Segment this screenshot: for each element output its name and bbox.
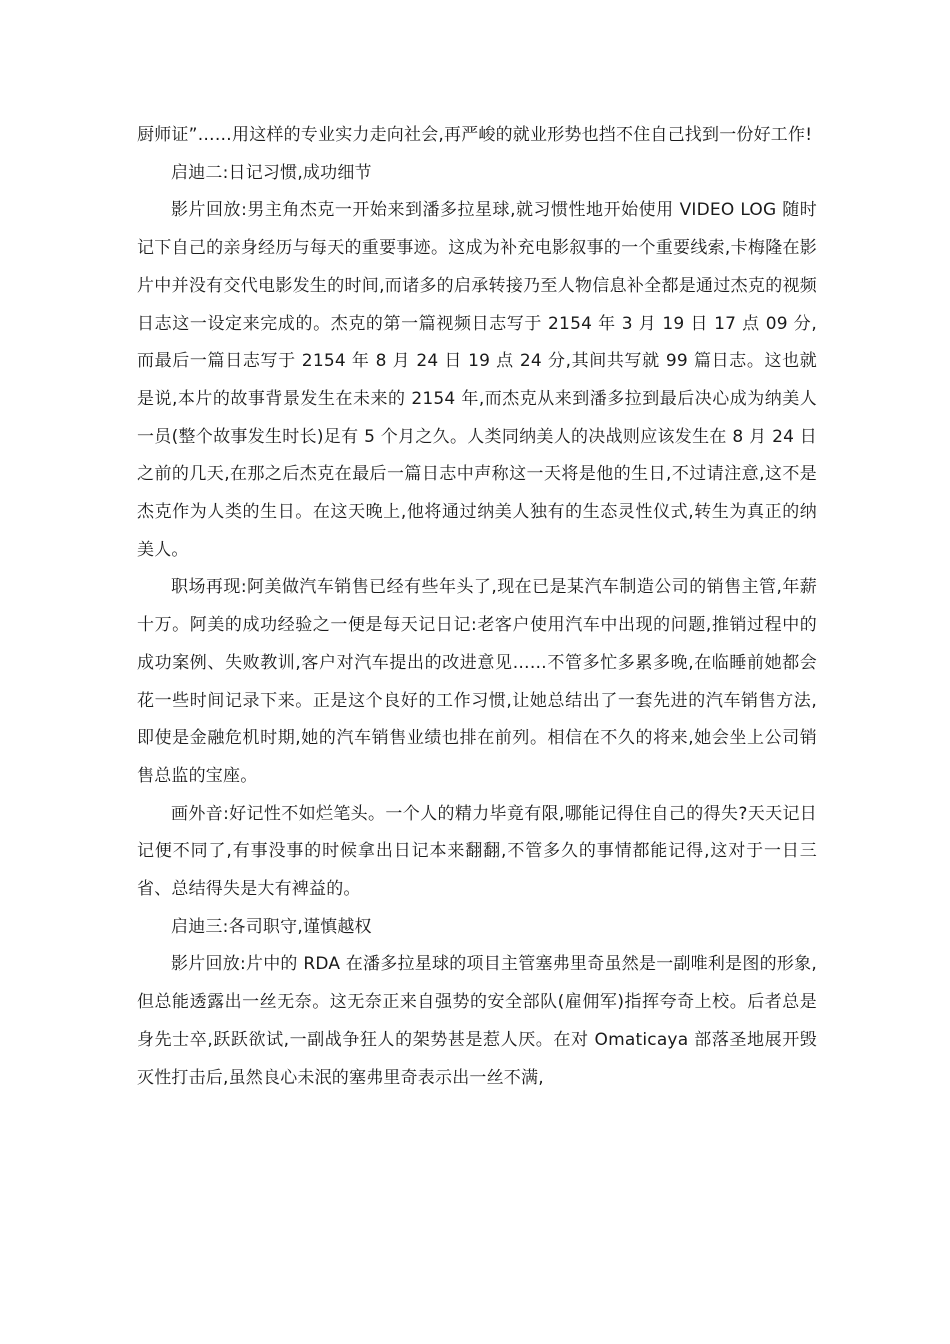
body-paragraph-workplace-2: 职场再现:阿美做汽车销售已经有些年头了,现在已是某汽车制造公司的销售主管,年薪十万。阿美的成功经验之一便是每天记日记:老客户使用汽车中出现的问题,推销过程中的成功案例、失败教训,客户对汽车提出的改进意见……不管多忙多累多晚,在临睡前她都会花一些时间记录下来。正是这个良好的工作习惯,让她总结出了一套先进的汽车销售方法,即使是金融危机时期,她的汽车销售业绩也排在前列。相信在不久的将来,她会坐上公司销售总监的宝座。 (137, 577, 817, 786)
body-paragraph-film-replay-3: 影片回放:片中的 RDA 在潘多拉星球的项目主管塞弗里奇虽然是一副唯利是图的形象,但总能透露出一丝无奈。这无奈正来自强势的安全部队(雇佣军)指挥夸奇上校。后者总是身先士卒,跃跃欲试,一副战争狂人的架势甚是惹人厌。在对 Omaticaya 部落圣地展开毁灭性打击后,虽然良心未泯的塞弗里奇表示出一丝不满, (137, 954, 817, 1088)
section-heading-2: 启迪二:日记习惯,成功细节 (171, 162, 372, 183)
body-paragraph-voiceover-2: 画外音:好记性不如烂笔头。一个人的精力毕竟有限,哪能记得住自己的得失?天天记日记便不同了,有事没事的时候拿出日记本来翻翻,不管多久的事情都能记得,这对于一日三省、总结得失是大有裨益的。 (137, 803, 817, 900)
continuation-paragraph: 厨师证”……用这样的专业实力走向社会,再严峻的就业形势也挡不住自己找到一份好工作! (137, 125, 813, 145)
section-heading-3: 启迪三:各司职守,谨慎越权 (171, 916, 372, 937)
document-body (137, 117, 817, 1097)
body-paragraph-film-replay-2: 影片回放:男主角杰克一开始来到潘多拉星球,就习惯性地开始使用 VIDEO LOG 随时记下自己的亲身经历与每天的重要事迹。这成为补充电影叙事的一个重要线索,卡梅隆在影片中并没有交代电影发生的时间,而诸多的启承转接乃至人物信息补全都是通过杰克的视频日志这一设定来完成的。杰克的第一篇视频日志写于 2154 年 3 月 19 日 17 点 09 分,而最后一篇日志写于 2154 年 8 月 24 日 19 点 24 分,其间共写就 99 篇日志。这也就是说,本片的故事背景发生在未来的 2154 年,而杰克从来到潘多拉到最后决心成为纳美人一员(整个故事发生时长)足有 5 个月之久。人类同纳美人的决战则应该发生在 8 月 24 日之前的几天,在那之后杰克在最后一篇日志中声称这一天将是他的生日,不过请注意,这不是杰克作为人类的生日。在这天晚上,他将通过纳美人独有的生态灵性仪式,转生为真正的纳美人。 (137, 200, 817, 560)
